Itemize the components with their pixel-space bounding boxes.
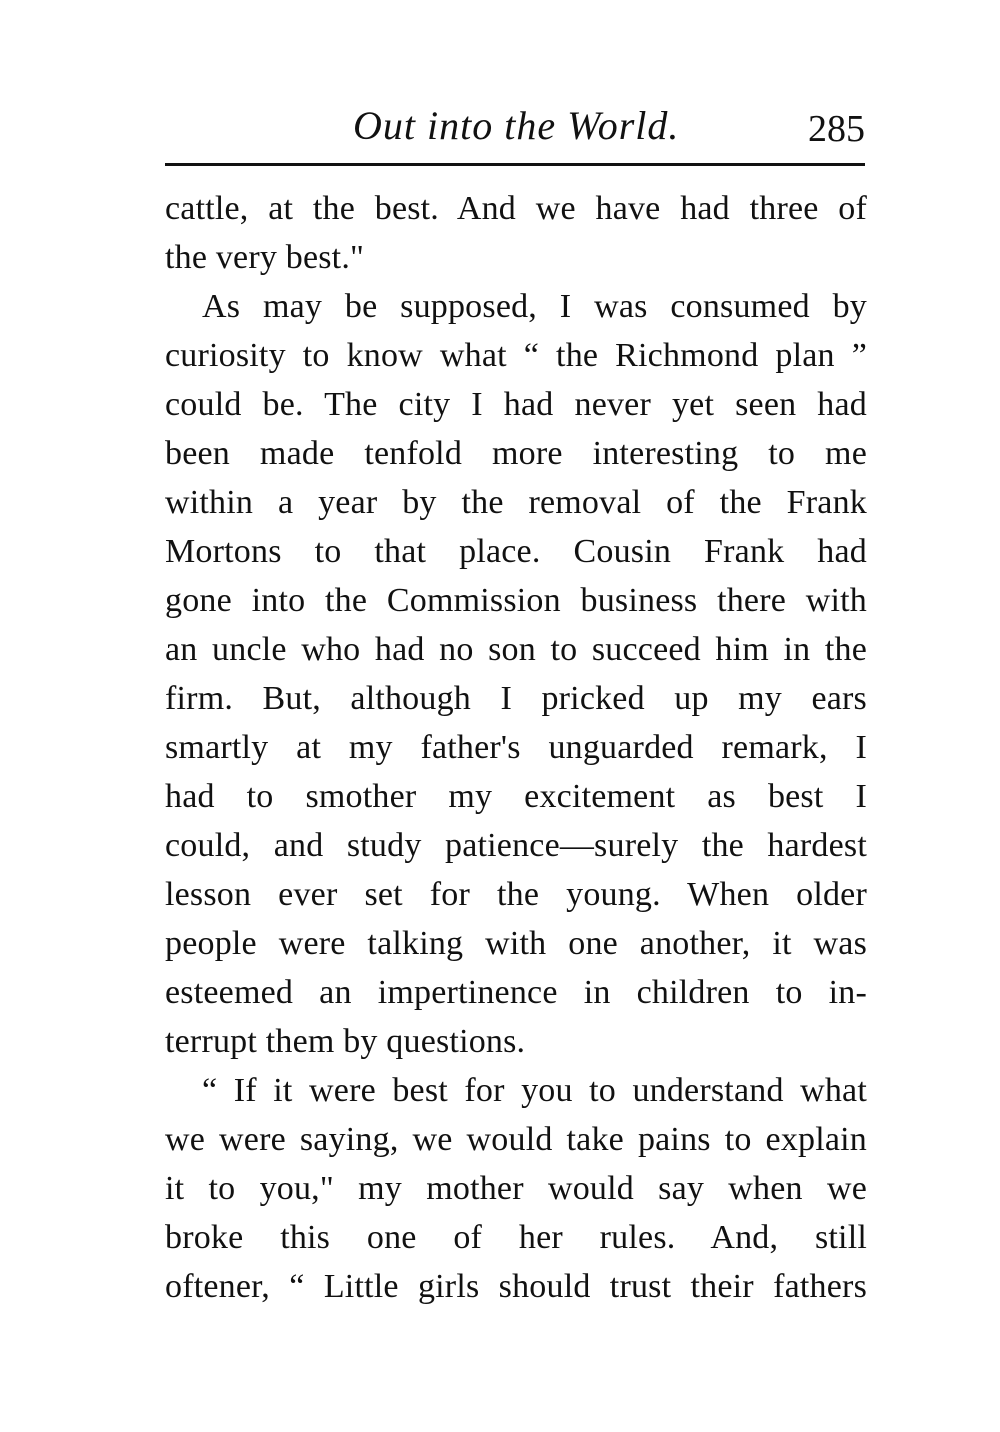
running-head <box>165 98 867 154</box>
text-line: gone into the Commission business there with <box>165 582 867 619</box>
text-line: “ If it were best for you to understand what <box>202 1072 867 1109</box>
body-text <box>165 184 867 1311</box>
text-line: esteemed an impertinence in children to in- <box>165 974 867 1011</box>
text-line: could be. The city I had never yet seen had <box>165 386 867 423</box>
page-number: 285 <box>808 108 865 150</box>
text-line: curiosity to know what “ the Richmond plan ” <box>165 337 867 374</box>
text-line: people were talking with one another, it was <box>165 925 867 962</box>
text-line: within a year by the removal of the Frank <box>165 484 867 521</box>
text-line: an uncle who had no son to succeed him in the <box>165 631 867 668</box>
text-line: had to smother my excitement as best I <box>165 778 867 815</box>
text-line: firm. But, although I pricked up my ears <box>165 680 867 717</box>
text-line: oftener, “ Little girls should trust their fathers <box>165 1268 867 1305</box>
text-line: cattle, at the best. And we have had three of <box>165 190 867 227</box>
text-line: the very best." <box>165 239 365 276</box>
text-line: broke this one of her rules. And, still <box>165 1219 867 1256</box>
header-rule <box>165 163 865 166</box>
text-line: could, and study patience—surely the hardest <box>165 827 867 864</box>
text-line: lesson ever set for the young. When older <box>165 876 867 913</box>
text-line: it to you," my mother would say when we <box>165 1170 867 1207</box>
text-line: Mortons to that place. Cousin Frank had <box>165 533 867 570</box>
text-line: terrupt them by questions. <box>165 1023 526 1060</box>
text-line: been made tenfold more interesting to me <box>165 435 867 472</box>
running-title: Out into the World. <box>353 103 680 148</box>
text-line: we were saying, we would take pains to explain <box>165 1121 867 1158</box>
text-line: As may be supposed, I was consumed by <box>202 288 867 325</box>
text-line: smartly at my father's unguarded remark, I <box>165 729 867 766</box>
